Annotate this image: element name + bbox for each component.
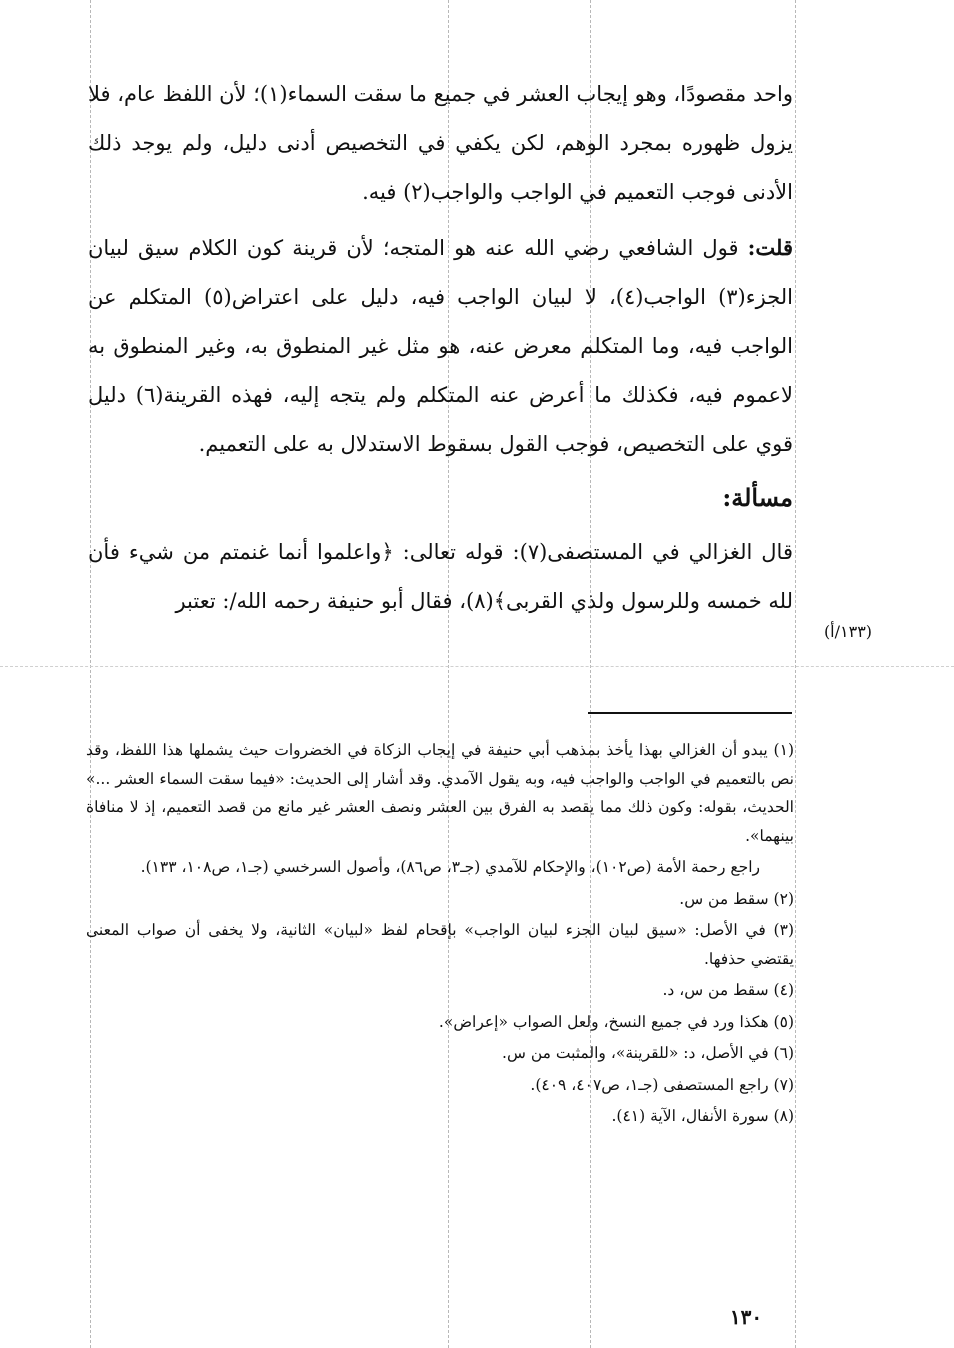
footnote-item: راجع رحمة الأمة (ص١٠٢)، والإحكام للآمدي (جـ٣، ص٨٦)، وأصول السرخسي (جـ١، ص١٠٨، ١٣٣).	[140, 858, 760, 876]
section-heading: مسألة:	[722, 483, 793, 512]
paragraph-1: واحد مقصودًا، وهو إيجاب العشر في جميع ما سقت السماء(١)؛ لأن اللفظ عام، فلا يزول ظهوره بمجرد الوهم، لكن يكفي في التخصيص أدنى دليل، ولم يوجد ذلك الأدنى فوجب التعميم في الواجب والواجب(٢) فيه.	[88, 82, 793, 204]
paragraph-lead: قلت:	[747, 235, 794, 260]
footnote-item: (٨) سورة الأنفال، الآية (٤١).	[611, 1107, 794, 1125]
scan-guide-line	[0, 666, 954, 667]
footnote-item: (٦) في الأصل، د: «للقرينة»، والمثبت من س.	[502, 1044, 794, 1062]
paragraph-2	[88, 223, 793, 469]
footnotes	[86, 736, 794, 1134]
manuscript-folio-note: (١٣٣/أ)	[823, 622, 873, 641]
main-text	[88, 70, 793, 626]
scan-guide-line	[795, 0, 796, 1348]
footnote-item: (١) يبدو أن الغزالي بهذا يأخذ بمذهب أبي حنيفة في إيجاب الزكاة في الخضروات حيث يشملها هذا اللفظ، وقد نص بالتعميم في الواجب والواجب فيه، وبه يقول الآمدي. وقد أشار إلى الحديث: «فيما سقت السماء العشر ...» الحديث، بقوله: وكون ذلك مما يقصد به الفرق بين العشر ونصف العشر غير مانع من قصد التعميم، إذ لا منافاة بينهما».	[86, 741, 794, 845]
footnote-item: (٥) هكذا ورد في جميع النسخ، ولعل الصواب «إعراض».	[438, 1012, 794, 1031]
footnote-item: (٣) في الأصل: «سيق لبيان الجزء لبيان الواجب» بإقحام لفظ «لبيان» الثانية، ولا يخفى أن صواب المعنى يقتضي حذفها.	[86, 921, 794, 968]
footnote-item: (٧) راجع المستصفى (جـ١، ص٤٠٧، ٤٠٩).	[530, 1075, 794, 1094]
page-number: ١٣٠	[729, 1305, 763, 1329]
paragraph-2-text: قول الشافعي رضي الله عنه هو المتجه؛ لأن قرينة كون الكلام سيق لبيان الجزء(٣) الواجب(٤)، لا لبيان الواجب فيه، دليل على اعتراض(٥) المتكلم عن الواجب فيه، وما المتكلم معرض عنه، هو مثل غير المنطوق به، وغير المنطوق به لاعموم فيه، فكذلك ما أعرض عنه المتكلم ولم يتجه إليه، فهذه القرينة(٦) دليل قوي على التخصيص، فوجب القول بسقوط الاستدلال به على التعميم.	[88, 236, 793, 456]
footnote-separator	[588, 712, 792, 714]
footnote-item: (٤) سقط من س، د.	[662, 981, 794, 999]
footnote-item: (٢) سقط من س.	[679, 889, 794, 908]
paragraph-3: قال الغزالي في المستصفى(٧): قوله تعالى: ﴿واعلموا أنما غنمتم من شيء فأن لله خمسه وللرسول ولذي القربى﴾(٨)، فقال أبو حنيفة رحمه الله/: تعتبر	[88, 540, 793, 613]
